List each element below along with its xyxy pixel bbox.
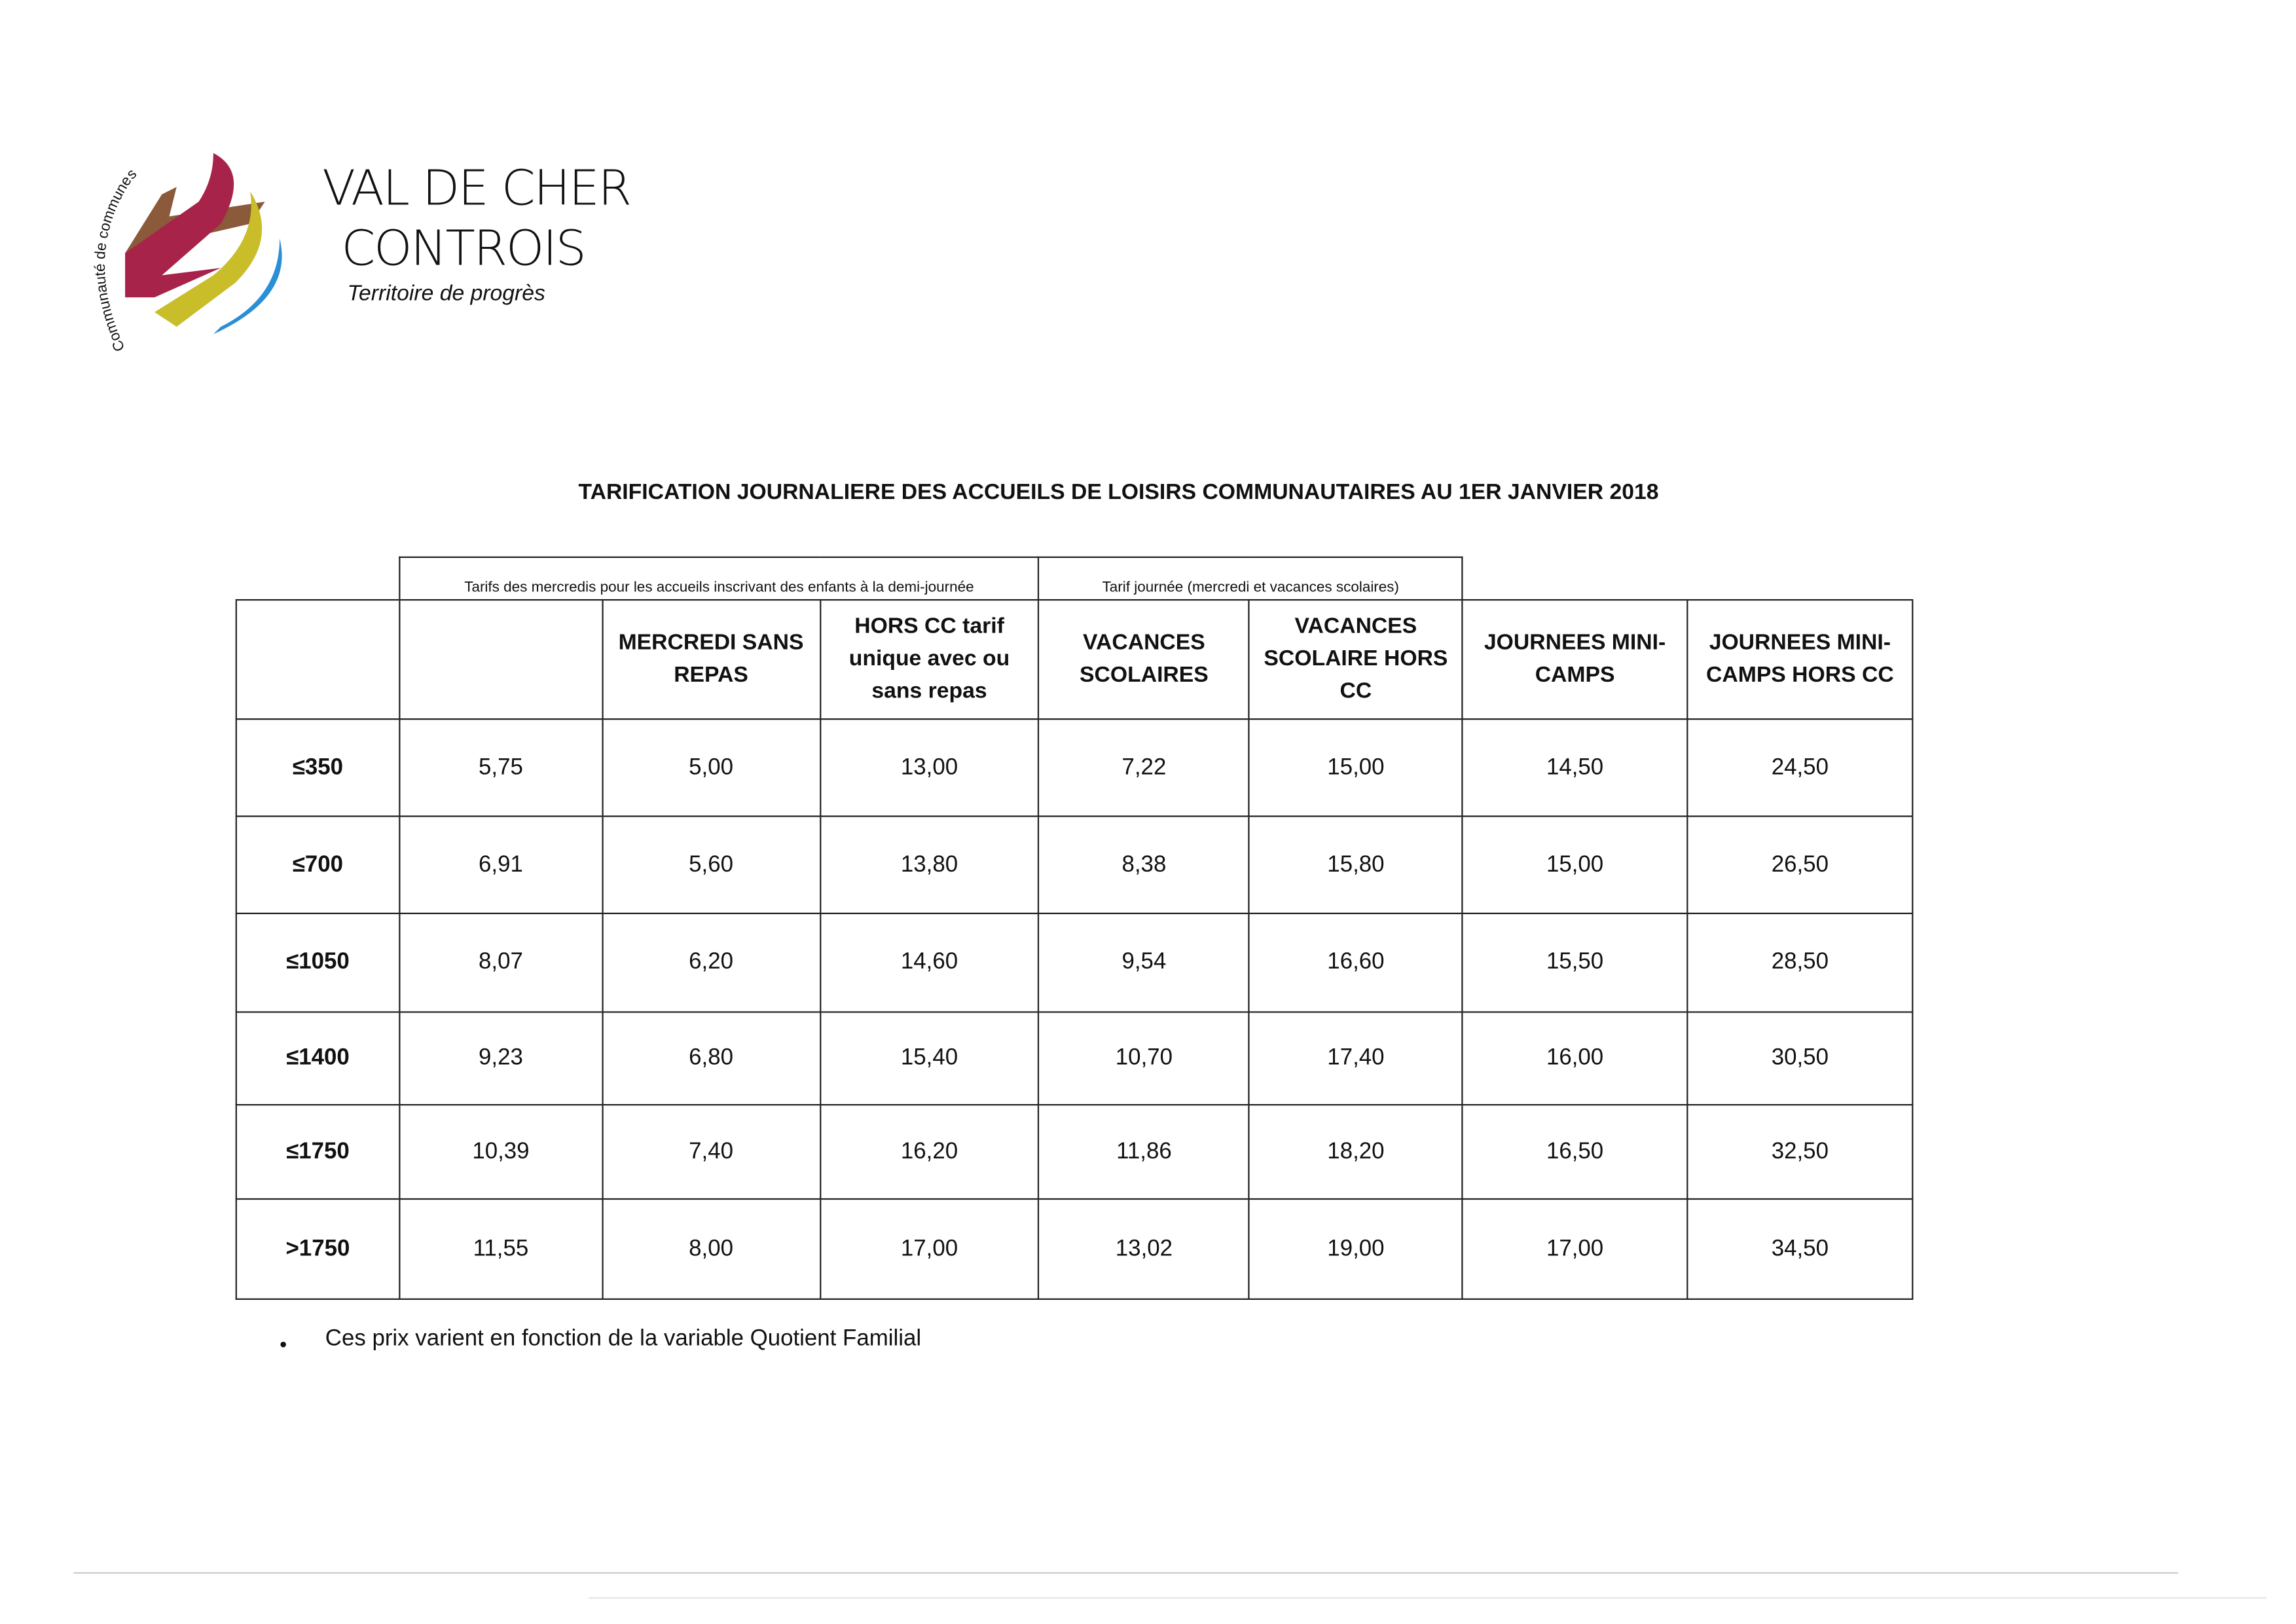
divider bbox=[73, 1572, 2178, 1574]
price-cell: 17,40 bbox=[1249, 1012, 1463, 1105]
price-cell: 16,20 bbox=[820, 1105, 1039, 1199]
group-header-half-day: Tarifs des mercredis pour les accueils inscrivant des enfants à la demi-journée bbox=[399, 557, 1039, 600]
price-cell: 15,50 bbox=[1463, 913, 1688, 1012]
price-cell: 26,50 bbox=[1687, 817, 1912, 913]
table-row bbox=[236, 1199, 1912, 1299]
brand-tagline: Territoire de progrès bbox=[347, 281, 545, 306]
price-cell: 13,00 bbox=[820, 719, 1039, 816]
price-cell: 5,60 bbox=[602, 817, 820, 913]
row-label-quotient: ≤1750 bbox=[236, 1105, 399, 1199]
price-cell: 18,20 bbox=[1249, 1105, 1463, 1199]
price-cell: 7,22 bbox=[1039, 719, 1249, 816]
price-cell: 15,80 bbox=[1249, 817, 1463, 913]
price-cell: 17,00 bbox=[820, 1199, 1039, 1299]
price-cell: 15,00 bbox=[1463, 817, 1688, 913]
column-header bbox=[236, 600, 399, 719]
price-cell: 8,00 bbox=[602, 1199, 820, 1299]
svg-text:Communauté de communes: Communauté de communes bbox=[91, 165, 140, 354]
price-cell: 24,50 bbox=[1687, 719, 1912, 816]
price-cell: 14,50 bbox=[1463, 719, 1688, 816]
brand-line-2: CONTROIS bbox=[341, 219, 585, 277]
logo-emblem-icon bbox=[73, 136, 309, 356]
row-label-quotient: ≤1050 bbox=[236, 913, 399, 1012]
column-header bbox=[399, 600, 602, 719]
row-label-quotient: ≤1400 bbox=[236, 1012, 399, 1105]
table-row bbox=[236, 1012, 1912, 1105]
table-row bbox=[236, 719, 1912, 816]
column-header-row bbox=[236, 600, 1912, 719]
price-cell: 9,54 bbox=[1039, 913, 1249, 1012]
price-cell: 17,00 bbox=[1463, 1199, 1688, 1299]
table-row bbox=[236, 1105, 1912, 1199]
price-cell: 15,00 bbox=[1249, 719, 1463, 816]
price-cell: 28,50 bbox=[1687, 913, 1912, 1012]
column-header: HORS CC tarif unique avec ou sans repas bbox=[820, 600, 1039, 719]
price-cell: 5,75 bbox=[399, 719, 602, 816]
price-cell: 9,23 bbox=[399, 1012, 602, 1105]
column-header: VACANCES SCOLAIRES bbox=[1039, 600, 1249, 719]
price-cell: 13,80 bbox=[820, 817, 1039, 913]
group-header-row bbox=[236, 557, 1912, 600]
price-cell: 30,50 bbox=[1687, 1012, 1912, 1105]
bullet-icon: • bbox=[280, 1332, 287, 1356]
price-cell: 10,39 bbox=[399, 1105, 602, 1199]
row-label-quotient: ≤350 bbox=[236, 719, 399, 816]
price-cell: 7,40 bbox=[602, 1105, 820, 1199]
price-cell: 34,50 bbox=[1687, 1199, 1912, 1299]
row-label-quotient: ≤700 bbox=[236, 817, 399, 913]
row-label-quotient: >1750 bbox=[236, 1199, 399, 1299]
price-cell: 16,60 bbox=[1249, 913, 1463, 1012]
group-header-full-day: Tarif journée (mercredi et vacances scolaires) bbox=[1039, 557, 1463, 600]
price-cell: 16,50 bbox=[1463, 1105, 1688, 1199]
price-cell: 11,55 bbox=[399, 1199, 602, 1299]
price-cell: 8,07 bbox=[399, 913, 602, 1012]
logo bbox=[73, 136, 309, 356]
column-header: JOURNEES MINI-CAMPS HORS CC bbox=[1687, 600, 1912, 719]
brand-line-1: VAL DE CHER bbox=[322, 158, 630, 217]
table-row bbox=[236, 913, 1912, 1012]
price-cell: 32,50 bbox=[1687, 1105, 1912, 1199]
table-row bbox=[236, 817, 1912, 913]
price-cell: 14,60 bbox=[820, 913, 1039, 1012]
price-cell: 19,00 bbox=[1249, 1199, 1463, 1299]
column-header: JOURNEES MINI-CAMPS bbox=[1463, 600, 1688, 719]
price-cell: 11,86 bbox=[1039, 1105, 1249, 1199]
price-cell: 15,40 bbox=[820, 1012, 1039, 1105]
tariff-table bbox=[236, 557, 1914, 1300]
footnote: Ces prix varient en fonction de la variable Quotient Familial bbox=[325, 1326, 922, 1352]
price-cell: 6,91 bbox=[399, 817, 602, 913]
price-cell: 8,38 bbox=[1039, 817, 1249, 913]
price-cell: 6,80 bbox=[602, 1012, 820, 1105]
price-cell: 6,20 bbox=[602, 913, 820, 1012]
price-cell: 16,00 bbox=[1463, 1012, 1688, 1105]
price-cell: 13,02 bbox=[1039, 1199, 1249, 1299]
price-cell: 10,70 bbox=[1039, 1012, 1249, 1105]
column-header: VACANCES SCOLAIRE HORS CC bbox=[1249, 600, 1463, 719]
divider bbox=[589, 1597, 2267, 1598]
price-cell: 5,00 bbox=[602, 719, 820, 816]
document-title: TARIFICATION JOURNALIERE DES ACCUEILS DE LOISIRS COMMUNAUTAIRES AU 1ER JANVIER 2018 bbox=[578, 479, 1659, 506]
column-header: MERCREDI SANS REPAS bbox=[602, 600, 820, 719]
